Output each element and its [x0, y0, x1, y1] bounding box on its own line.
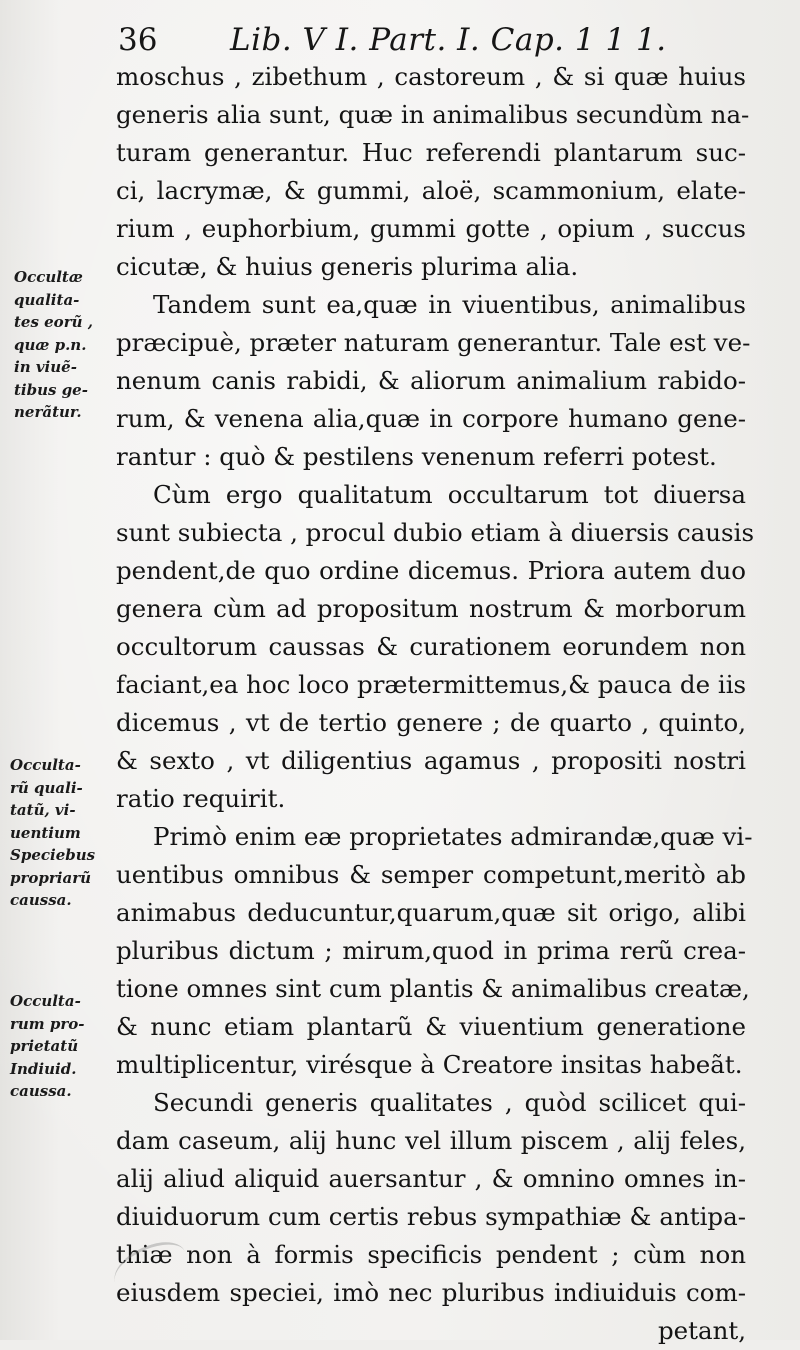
text-line: Tandem sunt ea,quæ in viuentibus, animalibus [153, 290, 746, 319]
text-line: pendent,de quo ordine dicemus. Priora autem duo [116, 556, 746, 585]
text-line: rum, & venena alia,quæ in corpore humano gene- [116, 404, 746, 433]
text-line: Primò enim eæ proprietates admirandæ,quæ vi- [153, 822, 753, 851]
margin-note-line: Speciebus [10, 846, 96, 864]
margin-note-line: tibus ge- [14, 380, 88, 399]
text-line: Cùm ergo qualitatum occultarum tot diuersa [153, 480, 746, 509]
text-line: animabus deducuntur,quarum,quæ sit origo, alibi [116, 898, 746, 927]
text-line: turam generantur. Huc referendi plantarum suc- [116, 138, 746, 167]
margin-note-line: rũ quali- [10, 778, 83, 797]
margin-note-line: tatũ, vi- [10, 801, 76, 819]
margin-note-line: Occultæ [14, 268, 83, 286]
text-line: nenum canis rabidi, & aliorum animalium rabido- [116, 366, 746, 395]
text-line: thiæ non à formis specificis pendent ; cùm non [116, 1240, 746, 1269]
margin-note-line: propriarũ [10, 868, 92, 887]
running-head: Lib. V I. Part. I. Cap. 1 1 1. [230, 22, 667, 58]
text-line: multiplicentur, virésque à Creatore insitas habeãt. [116, 1050, 743, 1079]
text-line: occultorum caussas & curationem eorundem non [116, 632, 746, 661]
text-line: eiusdem speciei, imò nec pluribus indiuiduis com- [116, 1278, 746, 1307]
margin-note [14, 266, 93, 424]
page-header [118, 20, 758, 60]
text-line: ci, lacrymæ, & gummi, aloë, scammonium, elate- [116, 176, 746, 205]
margin-note-line: Occulta- [10, 756, 81, 774]
text-line: alij aliud aliquid auersantur , & omnino omnes in- [116, 1164, 746, 1193]
text-line: dicemus , vt de tertio genere ; de quarto , quinto, [116, 708, 746, 737]
text-line: petant, [657, 1316, 746, 1345]
margin-note [10, 990, 85, 1103]
text-line: rium , euphorbium, gummi gotte , opium , succus [116, 214, 746, 243]
margin-note-line: Occulta- [10, 992, 81, 1010]
text-line: pluribus dictum ; mirum,quod in prima rerũ crea- [116, 936, 746, 965]
text-line: præcipuè, præter naturam generantur. Tale est ve- [116, 328, 751, 357]
text-line: & sexto , vt diligentius agamus , propositi nostri [116, 746, 746, 775]
page-number: 36 [118, 22, 158, 58]
margin-note-line: Indiuid. [10, 1059, 77, 1078]
text-line: Secundi generis qualitates , quòd scilicet qui- [153, 1088, 746, 1117]
text-line: genera cùm ad propositum nostrum & morborum [116, 594, 746, 623]
text-line: diuiduorum cum certis rebus sympathiæ & antipa- [116, 1202, 746, 1231]
text-line: cicutæ, & huius generis plurima alia. [116, 252, 579, 281]
margin-note-line: nerãtur. [14, 403, 82, 421]
text-line: rantur : quò & pestilens venenum referri potest. [116, 442, 717, 471]
margin-note-line: quæ p.n. [14, 335, 87, 354]
margin-note-line: uentium [10, 823, 81, 842]
text-line: faciant,ea hoc loco prætermittemus,& pauca de iis [116, 670, 747, 699]
text-line: uentibus omnibus & semper competunt,meritò ab [116, 860, 746, 889]
text-line: & nunc etiam plantarũ & viuentium generatione [116, 1012, 746, 1041]
text-line: dam caseum, alij hunc vel illum piscem , alij feles, [116, 1126, 746, 1155]
text-line: tione omnes sint cum plantis & animalibus creatæ, [116, 974, 750, 1003]
margin-note-line: in viuẽ- [14, 358, 77, 376]
text-line: sunt subiecta , procul dubio etiam à diuersis causis [116, 518, 755, 547]
main-text [116, 58, 755, 1350]
text-line: ratio requirit. [116, 784, 286, 813]
margin-note-line: caussa. [10, 1082, 72, 1100]
text-line: generis alia sunt, quæ in animalibus secundùm na- [116, 100, 750, 129]
margin-note-line: rum pro- [10, 1014, 85, 1033]
text-line: moschus , zibethum , castoreum , & si quæ huius [116, 62, 746, 91]
margin-note-line: tes eorũ , [14, 313, 93, 331]
margin-note [10, 754, 95, 912]
margin-note-line: caussa. [10, 891, 72, 909]
margin-note-line: prietatũ [10, 1037, 79, 1055]
margin-note-line: qualita- [14, 290, 80, 309]
